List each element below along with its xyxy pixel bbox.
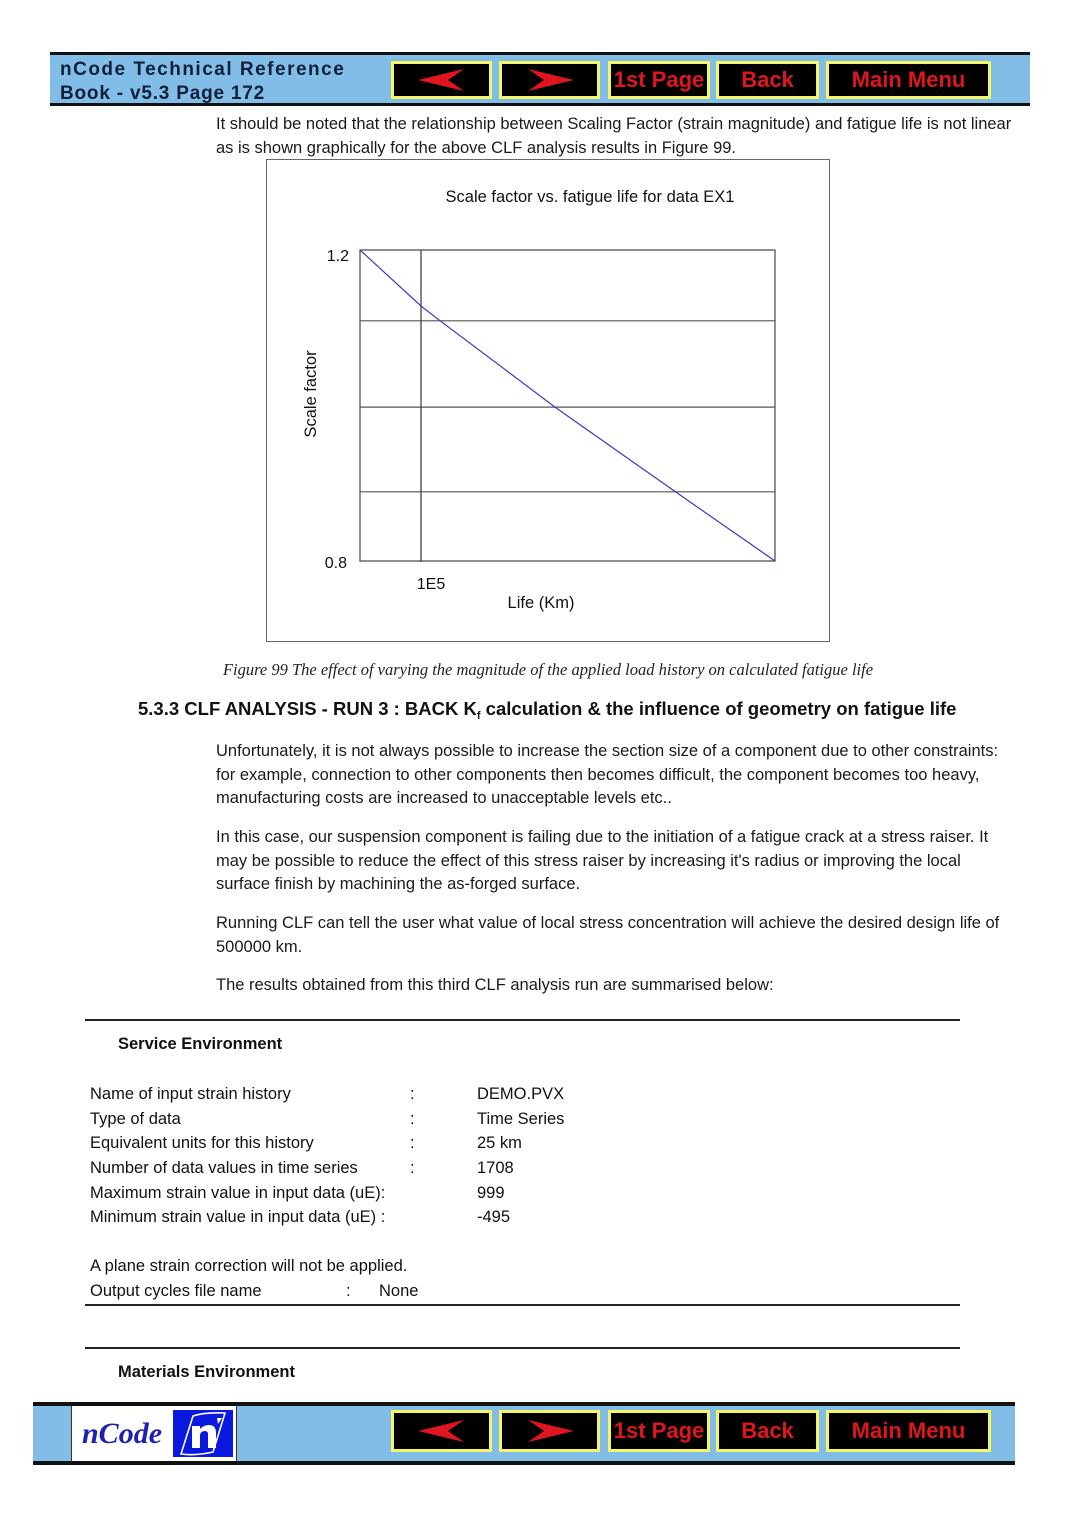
previous-page-button[interactable]	[391, 61, 492, 99]
footer-first-page-button[interactable]: 1st Page	[608, 1410, 710, 1452]
paragraph-running-clf: Running CLF can tell the user what value of local stress concentration will achieve the desired design life of 500000 km.	[216, 914, 1000, 956]
paragraph-stress-raiser: In this case, our suspension component is failing due to the initiation of a fatigue crack at a stress raiser. It may be possible to reduce the effect of this stress raiser by increasing it's radius or improving the local surface finish by machining the as-forged surface.	[216, 828, 989, 893]
heading-text-post: calculation & the influence of geometry on fatigue life	[480, 698, 957, 719]
row-value: 25 km	[477, 1134, 522, 1153]
document-title	[60, 58, 345, 106]
chart-plot	[267, 160, 829, 641]
row-label: Equivalent units for this history	[90, 1134, 314, 1153]
figure-99-chart	[266, 159, 830, 642]
series-ex1-line	[360, 250, 775, 561]
materials-environment-title: Materials Environment	[118, 1363, 295, 1381]
divider	[85, 1304, 960, 1306]
divider	[85, 1019, 960, 1021]
left-arrow-icon	[418, 1420, 466, 1442]
divider	[85, 1347, 960, 1349]
plane-strain-note: A plane strain correction will not be applied.	[90, 1257, 408, 1275]
row-value: -495	[477, 1208, 511, 1227]
row-separator: :	[410, 1134, 415, 1153]
gridlines	[360, 321, 775, 492]
footer-bar	[33, 1402, 1015, 1465]
footer-next-page-button[interactable]	[499, 1410, 600, 1452]
service-environment-title: Service Environment	[118, 1035, 283, 1053]
footer-main-menu-button[interactable]: Main Menu	[826, 1410, 991, 1452]
right-arrow-icon	[526, 69, 574, 91]
first-page-button[interactable]: 1st Page	[608, 61, 710, 99]
section-heading	[138, 698, 956, 722]
row-value: 1708	[477, 1159, 514, 1178]
chart-title: Scale factor vs. fatigue life for data EX1	[445, 188, 735, 206]
heading-subscript: f	[476, 710, 481, 722]
row-value: DEMO.PVX	[477, 1085, 565, 1103]
row-label: Output cycles file name	[90, 1282, 262, 1300]
logo-text: nCode	[82, 1417, 163, 1450]
row-label: Number of data values in time series	[90, 1159, 358, 1178]
row-value: None	[379, 1282, 419, 1300]
x-axis-label: Life (Km)	[507, 594, 575, 612]
row-label: Maximum strain value in input data (uE):	[90, 1183, 386, 1202]
row-label: Name of input strain history	[90, 1085, 291, 1103]
main-menu-button[interactable]: Main Menu	[826, 61, 991, 99]
ncode-n-logo-icon	[173, 1410, 233, 1457]
back-button[interactable]: Back	[716, 61, 819, 99]
plot-area	[360, 250, 775, 561]
title-line-1: nCode Technical Reference	[60, 59, 346, 80]
output-cycles-row	[90, 1282, 490, 1301]
y-tick-0-8: 0.8	[324, 555, 347, 572]
intro-paragraph: It should be noted that the relationship between Scaling Factor (strain magnitude) and fatigue life is not linear as is shown graphically for the above CLF analysis results in Figure 99.	[216, 115, 1012, 157]
x-tick-1e5: 1E5	[416, 576, 446, 593]
footer-back-button[interactable]: Back	[716, 1410, 819, 1452]
next-page-button[interactable]	[499, 61, 600, 99]
row-label: Minimum strain value in input data (uE) :	[90, 1208, 386, 1227]
y-axis-label: Scale factor	[302, 350, 320, 438]
right-arrow-icon	[526, 1420, 574, 1442]
title-line-2: Book - v5.3 Page 172	[60, 83, 266, 104]
ncode-logo	[71, 1406, 237, 1461]
footer-previous-page-button[interactable]	[391, 1410, 492, 1452]
heading-text-pre: 5.3.3 CLF ANALYSIS - RUN 3 : BACK K	[138, 698, 477, 719]
row-value: Time Series	[477, 1109, 565, 1128]
row-separator: :	[410, 1109, 415, 1128]
row-separator: :	[346, 1282, 351, 1300]
left-arrow-icon	[418, 69, 466, 91]
row-value: 999	[477, 1183, 505, 1202]
paragraph-results-summary: The results obtained from this third CLF analysis run are summarised below:	[216, 976, 774, 994]
y-tick-1-2: 1.2	[326, 248, 349, 265]
header-bar	[50, 52, 1030, 106]
row-label: Type of data	[90, 1109, 181, 1128]
row-separator: :	[410, 1085, 415, 1103]
row-separator: :	[410, 1159, 415, 1178]
figure-caption: Figure 99 The effect of varying the magnitude of the applied load history on calculated fatigue life	[222, 660, 874, 679]
paragraph-constraints: Unfortunately, it is not always possible to increase the section size of a component due to other constraints: for example, connection to other components then becomes difficult, the component becomes too heavy, manufacturing costs are increased to unacceptable levels etc..	[216, 742, 999, 807]
